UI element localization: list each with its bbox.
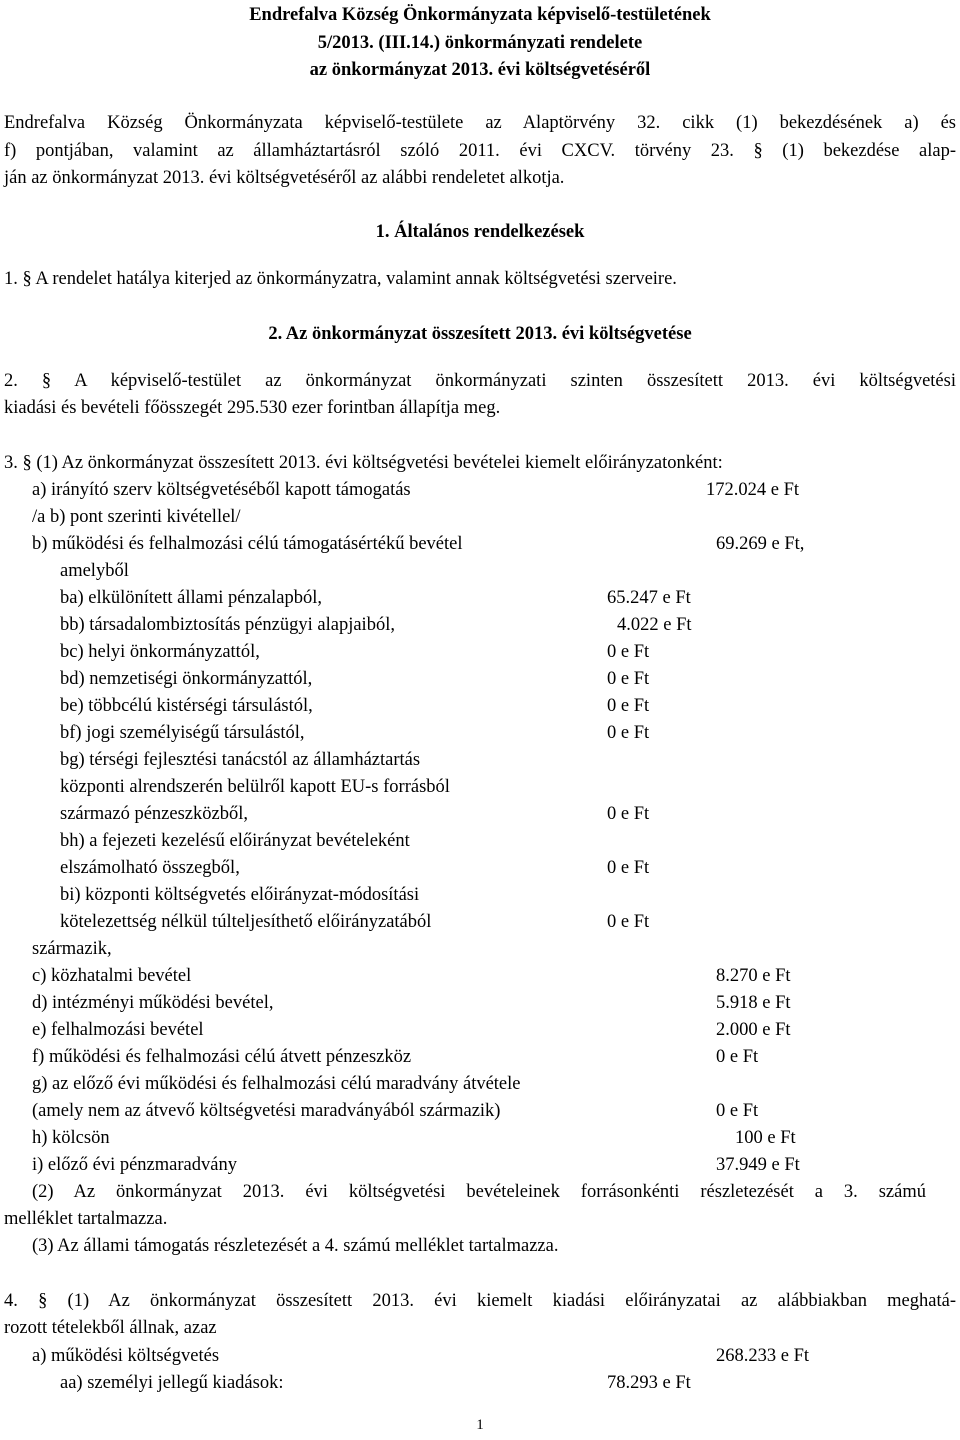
revenue-item-value: 0 e Ft [607,642,650,662]
section-1-heading: 1. Általános rendelkezések [375,222,585,242]
revenue-item-label: b) működési és felhalmozási célú támogatásértékű bevétel [32,534,463,554]
expense-item-value: 78.293 e Ft [607,1373,691,1393]
paragraph-2-line-1: 2. § A képviselő-testület az önkormányzat önkormányzati szinten összesített 2013. évi költségvetési [4,371,956,391]
page-number: 1 [476,1417,484,1433]
revenue-item-value: 8.270 e Ft [716,966,791,986]
expense-item-label: aa) személyi jellegű kiadások: [60,1373,284,1393]
revenue-item-label: d) intézményi működési bevétel, [32,993,274,1013]
paragraph-3-3: (3) Az állami támogatás részletezését a 4. számú melléklet tartalmazza. [32,1236,559,1256]
revenue-item-value: 172.024 e Ft [706,480,800,500]
revenue-item-label: bi) központi költségvetés előirányzat-módosítási [60,885,420,905]
paragraph-3-intro: 3. § (1) Az önkormányzat összesített 2013. évi költségvetési bevételei kiemelt előirányzatonként: [4,453,723,473]
revenue-item-value: 2.000 e Ft [716,1020,791,1040]
revenue-item-label: be) többcélú kistérségi társulástól, [60,696,313,716]
revenue-item-value: 5.918 e Ft [716,993,791,1013]
preamble-line-1: Endrefalva Község Önkormányzata képviselő-testülete az Alaptörvény 32. cikk (1) bekezdésének a) és [4,113,956,133]
revenue-item-label: i) előző évi pénzmaradvány [32,1155,237,1175]
revenue-item-label: a) irányító szerv költségvetéséből kapott támogatás [32,480,411,500]
revenue-item-value: 100 e Ft [735,1128,796,1148]
revenue-item-label: (amely nem az átvevő költségvetési maradványából származik) [32,1101,501,1121]
section-2-heading: 2. Az önkormányzat összesített 2013. évi költségvetése [268,324,692,344]
revenue-item-label: bd) nemzetiségi önkormányzattól, [60,669,313,689]
paragraph-4-intro-line-2: rozott tételekből állnak, azaz [4,1318,217,1338]
revenue-item-label: ba) elkülönített állami pénzalapból, [60,588,322,608]
paragraph-4-intro-line-1: 4. § (1) Az önkormányzat összesített 2013. évi kiemelt kiadási előirányzatai az alábbiakban meghatá- [4,1291,956,1311]
expense-item-label: a) működési költségvetés [32,1346,220,1366]
revenue-item-label: h) kölcsön [32,1128,110,1148]
revenue-item-label: bc) helyi önkormányzattól, [60,642,260,662]
revenue-item-label: /a b) pont szerinti kivétellel/ [32,507,241,527]
revenue-item-value: 37.949 e Ft [716,1155,800,1175]
revenue-item-label: f) működési és felhalmozási célú átvett pénzeszköz [32,1047,412,1067]
revenue-item-value: 0 e Ft [607,696,650,716]
revenue-item-value: 65.247 e Ft [607,588,691,608]
revenue-item-label: központi alrendszerén belülről kapott EU-s forrásból [60,777,450,797]
revenue-item-value: 0 e Ft [716,1047,759,1067]
revenue-item-value: 0 e Ft [607,858,650,878]
revenue-item-label: amelyből [60,561,129,581]
revenue-item-label: bb) társadalombiztosítás pénzügyi alapjaiból, [60,615,395,635]
revenue-item-value: 0 e Ft [607,912,650,932]
revenue-item-value: 0 e Ft [716,1101,759,1121]
expense-item-value: 268.233 e Ft [716,1346,810,1366]
revenue-item-label: származik, [32,939,112,959]
revenue-item-label: c) közhatalmi bevétel [32,966,192,986]
revenue-item-value: 69.269 e Ft, [716,534,805,554]
revenue-item-value: 0 e Ft [607,723,650,743]
revenue-item-label: g) az előző évi működési és felhalmozási célú maradvány átvétele [32,1074,521,1094]
revenue-item-value: 0 e Ft [607,804,650,824]
revenue-item-label: származó pénzeszközből, [60,804,248,824]
paragraph-2-line-2: kiadási és bevételi főösszegét 295.530 ezer forintban állapítja meg. [4,398,501,418]
revenue-item-label: elszámolható összegből, [60,858,240,878]
paragraph-3-2-line-2: melléklet tartalmazza. [4,1209,168,1229]
revenue-item-label: bg) térségi fejlesztési tanácstól az államháztartás [60,750,421,770]
revenue-item-label: bf) jogi személyiségű társulástól, [60,723,305,743]
title-line-2: 5/2013. (III.14.) önkormányzati rendelete [317,33,643,53]
revenue-item-label: bh) a fejezeti kezelésű előirányzat bevételeként [60,831,410,851]
revenue-item-value: 4.022 e Ft [617,615,692,635]
revenue-item-label: e) felhalmozási bevétel [32,1020,204,1040]
title-line-1: Endrefalva Község Önkormányzata képviselő-testületének [249,5,711,25]
paragraph-3-2-line-1: (2) Az önkormányzat 2013. évi költségvetési bevételeinek forrásonkénti részletezését a 3. számú [32,1182,926,1202]
revenue-item-value: 0 e Ft [607,669,650,689]
title-line-3: az önkormányzat 2013. évi költségvetéséről [309,60,651,80]
revenue-item-label: kötelezettség nélkül túlteljesíthető előirányzatából [60,912,432,932]
preamble-line-3: ján az önkormányzat 2013. évi költségvetéséről az alábbi rendeletet alkotja. [4,168,565,188]
paragraph-1: 1. § A rendelet hatálya kiterjed az önkormányzatra, valamint annak költségvetési szerveire. [4,269,677,289]
preamble-line-2: f) pontjában, valamint az államháztartásról szóló 2011. évi CXCV. törvény 23. § (1) bekezdése alap- [4,141,956,161]
